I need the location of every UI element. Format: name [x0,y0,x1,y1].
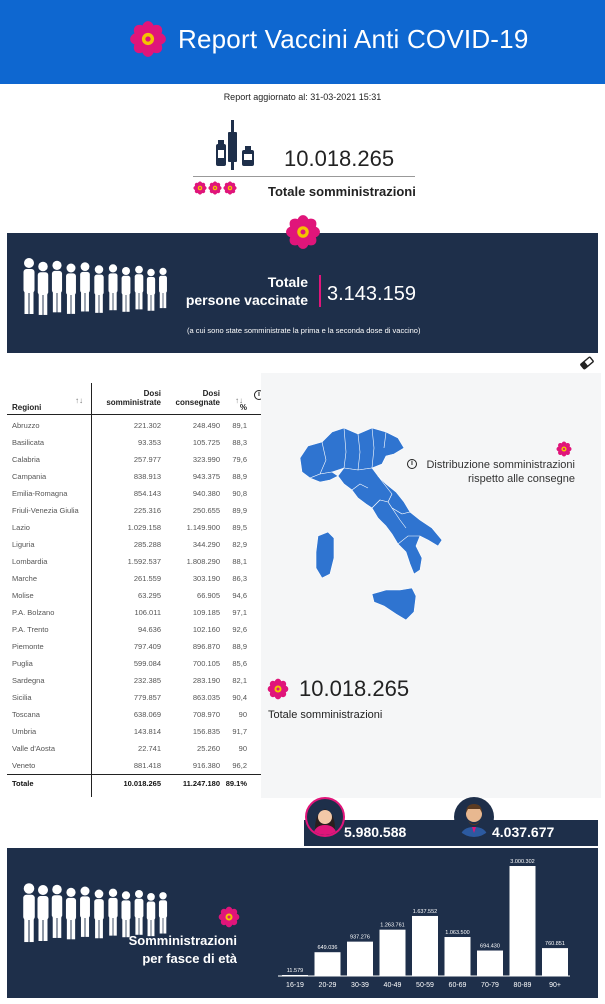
table-row[interactable] [7,638,261,655]
region-cell: Lazio [12,523,30,532]
data-label-40-49: 1.263.761 [380,922,405,929]
region-cell: Basilicata [12,438,45,447]
delivered-cell: 283.190 [192,676,220,685]
table-row[interactable] [7,689,261,706]
flower-icon [556,441,572,457]
tick-label-16-19: 16-19 [286,982,304,989]
bar-80-89[interactable] [510,866,536,976]
region-cell: Liguria [12,540,35,549]
delivered-cell: 916.380 [192,761,220,770]
col-header-pct[interactable]: % [239,403,247,412]
col-header-region[interactable]: Regioni [12,403,42,412]
tick-label-80-89: 80-89 [513,982,532,989]
map-sicily-region [372,588,416,620]
pct-cell: 94,6 [232,591,247,600]
data-label-16-19: 11.579 [286,968,304,974]
divider [193,176,415,177]
delivered-cell: 66.905 [197,591,220,600]
bar-30-39[interactable] [347,942,373,976]
pct-cell: 89,1 [232,421,247,430]
table-row[interactable] [7,519,261,536]
given-cell: 797.409 [133,642,161,651]
region-cell: Toscana [12,710,40,719]
region-table [7,373,261,798]
tick-label-30-39: 30-39 [351,982,369,989]
given-cell: 63.295 [138,591,161,600]
bar-16-19[interactable] [282,975,308,976]
table-row[interactable] [7,434,261,451]
given-cell: 94.636 [138,625,161,634]
panel-spacer [7,798,304,840]
data-label-60-69: 1.063.500 [445,930,470,937]
pct-cell: 88,9 [232,472,247,481]
pct-cell: 82,9 [232,540,247,549]
data-label-50-59: 1.637.552 [412,908,438,915]
tick-label-50-59: 50-59 [416,982,434,989]
pct-cell: 90,4 [232,693,247,702]
delivered-cell: 344.290 [192,540,220,549]
pct-cell: 88,1 [232,557,247,566]
data-label-20-29: 649.036 [317,945,338,952]
region-cell: Emilia-Romagna [12,489,68,498]
delivered-cell: 102.160 [192,625,220,634]
region-cell: Veneto [12,761,36,770]
vaccinated-people-band [7,233,598,353]
region-cell: Totale [12,779,34,788]
total-doses-value: 10.018.265 [284,146,395,171]
region-cell: Valle d'Aosta [12,744,55,753]
table-row[interactable] [7,740,261,757]
region-cell: Sardegna [12,676,45,685]
pct-cell: 89.1% [225,779,247,788]
vaccinated-people-value: 3.143.159 [327,283,416,305]
pct-cell: 91,7 [232,727,247,736]
given-cell: 1.029.158 [127,523,161,532]
info-icon[interactable]: i [407,459,417,469]
sort-arrows-icon[interactable]: ↑↓ [235,396,243,405]
table-row[interactable] [7,587,261,604]
table-total-row[interactable] [7,774,261,792]
total-doses-label: Totale somministrazioni [268,184,416,199]
map-total-value: 10.018.265 [299,676,410,701]
pct-cell: 88,3 [232,438,247,447]
region-cell: Marche [12,574,38,583]
region-cell: Calabria [12,455,40,464]
delivered-cell: 1.808.290 [186,557,220,566]
data-label-30-39: 937.276 [350,934,370,941]
given-cell: 232.385 [133,676,161,685]
italy-map[interactable] [288,418,448,628]
table-row[interactable] [7,672,261,689]
given-cell: 22.741 [138,744,161,753]
bar-60-69[interactable] [445,937,471,976]
tick-label-20-29: 20-29 [318,982,337,989]
flower-icon [223,181,237,195]
delivered-cell: 1.149.900 [186,523,220,532]
given-cell: 10.018.265 [123,779,161,788]
given-cell: 257.977 [133,455,161,464]
given-cell: 143.814 [133,727,161,736]
pct-cell: 90 [238,744,247,753]
info-icon[interactable]: i [254,390,264,400]
given-cell: 225.316 [133,506,161,515]
given-cell: 93.353 [138,438,161,447]
given-cell: 221.302 [133,421,161,430]
pct-cell: 97,1 [232,608,247,617]
given-cell: 779.857 [133,693,161,702]
data-label-90+: 760.851 [545,941,565,948]
map-sardinia-region [316,532,334,578]
eraser-icon[interactable] [579,355,595,371]
region-cell: Sicilia [12,693,32,702]
data-label-70-79: 694.430 [480,943,500,950]
delivered-cell: 896.870 [192,642,220,651]
map-total-label: Totale somministrazioni [268,709,383,721]
vaccinated-people-label: Totale persone vaccinate [185,274,308,308]
tick-label-90+: 90+ [549,982,561,989]
table-row[interactable] [7,417,261,434]
table-row[interactable] [7,655,261,672]
pct-cell: 85,6 [232,659,247,668]
delivered-cell: 250.655 [192,506,220,515]
delivered-cell: 708.970 [192,710,220,719]
table-row[interactable] [7,451,261,468]
delivered-cell: 700.105 [192,659,220,668]
flower-icon [193,181,207,195]
pct-cell: 86,3 [232,574,247,583]
pct-cell: 89,9 [232,506,247,515]
given-cell: 285.288 [133,540,161,549]
tick-label-60-69: 60-69 [448,982,467,989]
bar-40-49[interactable] [380,930,406,976]
table-header [7,383,261,415]
given-cell: 106.011 [134,608,161,617]
female-doses-value: 5.980.588 [344,824,407,840]
data-label-80-89: 3.000.302 [510,859,535,865]
table-row[interactable] [7,536,261,553]
male-doses-value: 4.037.677 [492,824,555,840]
table-row[interactable] [7,757,261,774]
pct-cell: 79,6 [232,455,247,464]
sort-arrows-icon[interactable]: ↑↓ [75,396,83,405]
region-cell: P.A. Trento [12,625,49,634]
given-cell: 1.592.537 [127,557,161,566]
table-row[interactable] [7,621,261,638]
given-cell: 838.913 [133,472,161,481]
given-cell: 854.143 [133,489,161,498]
delivered-cell: 25.260 [197,744,220,753]
region-cell: Molise [12,591,34,600]
delivered-cell: 156.835 [192,727,220,736]
flower-icon [285,214,321,250]
delivered-cell: 863.035 [192,693,220,702]
flower-icon [208,181,222,195]
delivered-cell: 940.380 [192,489,220,498]
table-row[interactable] [7,468,261,485]
pct-cell: 92,6 [232,625,247,634]
given-cell: 261.559 [133,574,161,583]
bar-50-59[interactable] [412,916,438,976]
delivered-cell: 109.185 [192,608,220,617]
table-row[interactable] [7,485,261,502]
age-bar-chart [276,852,576,994]
delivered-cell: 943.375 [192,472,220,481]
flower-icon [218,906,240,928]
male-avatar-icon [454,797,494,837]
table-body [7,417,261,792]
table-row[interactable] [7,604,261,621]
tick-label-40-49: 40-49 [383,982,402,989]
delivered-cell: 303.190 [192,574,220,583]
vaccine-vials-icon [214,116,256,172]
region-cell: Lombardia [12,557,48,566]
pct-cell: 88,9 [232,642,247,651]
col-header-given[interactable]: Dosi somministrate [106,389,161,407]
map-legend: i Distribuzione somministrazioni rispetto alle consegne [407,458,575,486]
table-row[interactable] [7,706,261,723]
region-cell: Campania [12,472,47,481]
pct-cell: 90,8 [232,489,247,498]
region-cell: Friuli-Venezia Giulia [12,506,79,515]
col-header-delivered[interactable]: Dosi consegnate [175,389,220,407]
pct-cell: 82,1 [232,676,247,685]
region-cell: Puglia [12,659,33,668]
bar-90+[interactable] [542,948,568,976]
region-cell: Piemonte [12,642,44,651]
vaccinated-people-note: (a cui sono state somministrate la prima e la seconda dose di vaccino) [187,326,421,335]
given-cell: 881.418 [133,761,161,770]
bar-70-79[interactable] [477,951,503,976]
pct-cell: 96,2 [232,761,247,770]
page-title: Report Vaccini Anti COVID-19 [178,24,529,54]
region-cell: P.A. Bolzano [12,608,55,617]
total-doses-section [0,110,605,210]
female-avatar-icon [305,797,345,837]
table-row[interactable] [7,723,261,740]
pct-cell: 90 [238,710,247,719]
region-cell: Umbria [12,727,37,736]
given-cell: 599.084 [133,659,161,668]
age-chart-title: Somministrazioni per fasce di età [128,933,237,966]
table-row[interactable] [7,502,261,519]
table-row[interactable] [7,570,261,587]
accent-divider [319,275,321,307]
delivered-cell: 105.725 [192,438,220,447]
delivered-cell: 11.247.180 [182,779,220,788]
flower-icon [267,678,289,700]
delivered-cell: 248.490 [192,421,220,430]
header-bar [0,0,605,84]
given-cell: 638.069 [133,710,161,719]
delivered-cell: 323.990 [192,455,220,464]
tick-label-70-79: 70-79 [481,982,499,989]
flower-logo-icon [129,20,167,58]
crowd-illustration-icon [19,241,179,321]
report-updated-text: Report aggiornato al: 31-03-2021 15:31 [223,92,382,102]
bar-20-29[interactable] [315,952,341,976]
table-row[interactable] [7,553,261,570]
region-cell: Abruzzo [12,421,40,430]
pct-cell: 89,5 [232,523,247,532]
